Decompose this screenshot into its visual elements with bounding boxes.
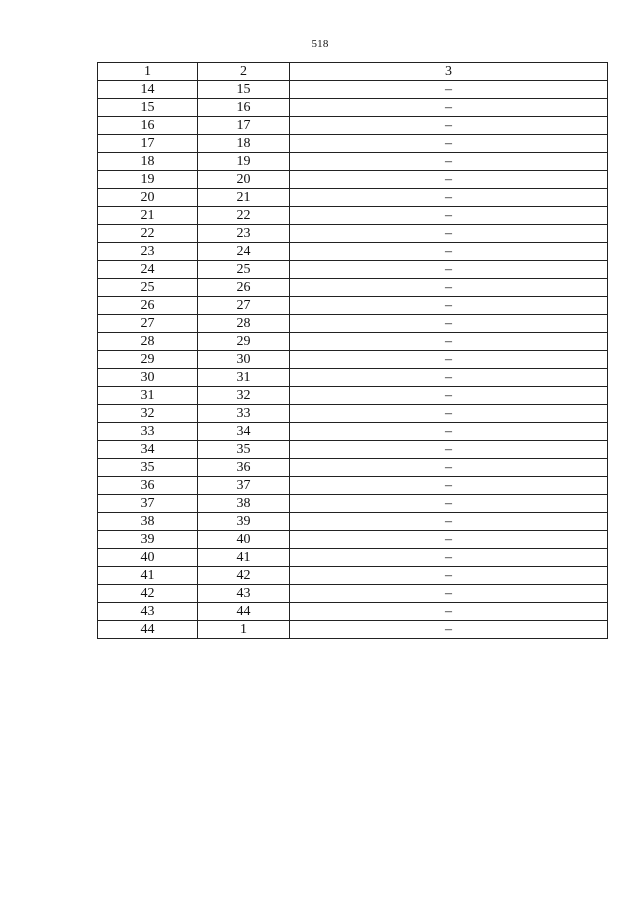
table-cell-col-1: 34 xyxy=(98,441,198,459)
table-cell-col-2: 31 xyxy=(198,369,290,387)
table-cell-col-1: 24 xyxy=(98,261,198,279)
column-header-2: 2 xyxy=(198,63,290,81)
table-cell-col-1: 32 xyxy=(98,405,198,423)
table-cell-col-3: – xyxy=(290,171,608,189)
table-cell-col-2: 40 xyxy=(198,531,290,549)
table-cell-col-3: – xyxy=(290,459,608,477)
table-cell-col-1: 33 xyxy=(98,423,198,441)
table-cell-col-3: – xyxy=(290,297,608,315)
table-row xyxy=(98,333,608,351)
table-row xyxy=(98,369,608,387)
table-row xyxy=(98,81,608,99)
table-row xyxy=(98,99,608,117)
table-cell-col-2: 32 xyxy=(198,387,290,405)
table-cell-col-3: – xyxy=(290,207,608,225)
table-row xyxy=(98,459,608,477)
table-cell-col-2: 29 xyxy=(198,333,290,351)
table-row xyxy=(98,297,608,315)
page-number: 518 xyxy=(311,38,329,50)
table-cell-col-1: 17 xyxy=(98,135,198,153)
table-row xyxy=(98,135,608,153)
table-cell-col-2: 36 xyxy=(198,459,290,477)
table-row xyxy=(98,621,608,639)
table-cell-col-1: 19 xyxy=(98,171,198,189)
table-cell-col-3: – xyxy=(290,387,608,405)
table-cell-col-3: – xyxy=(290,333,608,351)
table-cell-col-2: 24 xyxy=(198,243,290,261)
table-cell-col-3: – xyxy=(290,135,608,153)
table-cell-col-1: 31 xyxy=(98,387,198,405)
table-row xyxy=(98,207,608,225)
table-row xyxy=(98,243,608,261)
table-cell-col-1: 27 xyxy=(98,315,198,333)
table-cell-col-1: 21 xyxy=(98,207,198,225)
table-cell-col-2: 42 xyxy=(198,567,290,585)
table-cell-col-1: 14 xyxy=(98,81,198,99)
table-cell-col-3: – xyxy=(290,585,608,603)
table-cell-col-3: – xyxy=(290,513,608,531)
table-cell-col-3: – xyxy=(290,423,608,441)
table-cell-col-3: – xyxy=(290,495,608,513)
table-cell-col-1: 44 xyxy=(98,621,198,639)
table-row xyxy=(98,441,608,459)
table-cell-col-1: 38 xyxy=(98,513,198,531)
table-cell-col-2: 43 xyxy=(198,585,290,603)
table-cell-col-2: 26 xyxy=(198,279,290,297)
table-cell-col-2: 17 xyxy=(198,117,290,135)
table-cell-col-1: 18 xyxy=(98,153,198,171)
table-row xyxy=(98,405,608,423)
table-row xyxy=(98,153,608,171)
table-cell-col-2: 38 xyxy=(198,495,290,513)
table-cell-col-2: 30 xyxy=(198,351,290,369)
table-cell-col-1: 36 xyxy=(98,477,198,495)
table-cell-col-3: – xyxy=(290,279,608,297)
table-row xyxy=(98,549,608,567)
table-cell-col-2: 41 xyxy=(198,549,290,567)
table-cell-col-3: – xyxy=(290,261,608,279)
table-cell-col-3: – xyxy=(290,189,608,207)
table-cell-col-1: 35 xyxy=(98,459,198,477)
table-cell-col-1: 39 xyxy=(98,531,198,549)
table-cell-col-3: – xyxy=(290,567,608,585)
table-row xyxy=(98,261,608,279)
table-cell-col-1: 26 xyxy=(98,297,198,315)
table-cell-col-3: – xyxy=(290,405,608,423)
table-cell-col-3: – xyxy=(290,153,608,171)
table-cell-col-3: – xyxy=(290,225,608,243)
table-cell-col-3: – xyxy=(290,531,608,549)
table-cell-col-2: 28 xyxy=(198,315,290,333)
table-cell-col-2: 39 xyxy=(198,513,290,531)
table-cell-col-2: 18 xyxy=(198,135,290,153)
table-cell-col-3: – xyxy=(290,369,608,387)
table-cell-col-3: – xyxy=(290,315,608,333)
table-cell-col-3: – xyxy=(290,603,608,621)
table-cell-col-3: – xyxy=(290,81,608,99)
table-cell-col-2: 44 xyxy=(198,603,290,621)
table-row xyxy=(98,423,608,441)
table-cell-col-3: – xyxy=(290,621,608,639)
table-row xyxy=(98,603,608,621)
table-cell-col-2: 16 xyxy=(198,99,290,117)
table-cell-col-2: 20 xyxy=(198,171,290,189)
column-header-1: 1 xyxy=(98,63,198,81)
table-row xyxy=(98,117,608,135)
table-cell-col-3: – xyxy=(290,549,608,567)
table-cell-col-2: 1 xyxy=(198,621,290,639)
table-cell-col-1: 25 xyxy=(98,279,198,297)
table-row xyxy=(98,477,608,495)
table-row xyxy=(98,225,608,243)
column-header-3: 3 xyxy=(290,63,608,81)
table-cell-col-2: 23 xyxy=(198,225,290,243)
table-cell-col-3: – xyxy=(290,351,608,369)
table-cell-col-2: 37 xyxy=(198,477,290,495)
table-cell-col-1: 41 xyxy=(98,567,198,585)
table-cell-col-1: 22 xyxy=(98,225,198,243)
table-row xyxy=(98,387,608,405)
table-cell-col-1: 28 xyxy=(98,333,198,351)
data-table xyxy=(97,62,608,639)
table-row xyxy=(98,585,608,603)
table-cell-col-2: 35 xyxy=(198,441,290,459)
table-cell-col-2: 33 xyxy=(198,405,290,423)
table-row xyxy=(98,567,608,585)
table-row xyxy=(98,495,608,513)
table-header-row xyxy=(98,63,608,81)
table-row xyxy=(98,315,608,333)
table-row xyxy=(98,189,608,207)
table-body xyxy=(98,81,608,639)
table-cell-col-2: 27 xyxy=(198,297,290,315)
table-cell-col-1: 43 xyxy=(98,603,198,621)
table-cell-col-1: 20 xyxy=(98,189,198,207)
table-cell-col-1: 15 xyxy=(98,99,198,117)
table-cell-col-3: – xyxy=(290,99,608,117)
table-cell-col-2: 22 xyxy=(198,207,290,225)
table-cell-col-3: – xyxy=(290,477,608,495)
table-cell-col-2: 21 xyxy=(198,189,290,207)
table-row xyxy=(98,279,608,297)
table-cell-col-1: 42 xyxy=(98,585,198,603)
table-cell-col-1: 29 xyxy=(98,351,198,369)
table-cell-col-2: 19 xyxy=(198,153,290,171)
table-row xyxy=(98,513,608,531)
table-cell-col-1: 40 xyxy=(98,549,198,567)
table-cell-col-2: 15 xyxy=(198,81,290,99)
table-cell-col-3: – xyxy=(290,117,608,135)
table-cell-col-2: 25 xyxy=(198,261,290,279)
table-row xyxy=(98,171,608,189)
table-cell-col-3: – xyxy=(290,441,608,459)
table-row xyxy=(98,351,608,369)
table-cell-col-2: 34 xyxy=(198,423,290,441)
table-row xyxy=(98,531,608,549)
table-cell-col-1: 37 xyxy=(98,495,198,513)
table-cell-col-1: 16 xyxy=(98,117,198,135)
table-cell-col-1: 23 xyxy=(98,243,198,261)
table-cell-col-3: – xyxy=(290,243,608,261)
table-cell-col-1: 30 xyxy=(98,369,198,387)
